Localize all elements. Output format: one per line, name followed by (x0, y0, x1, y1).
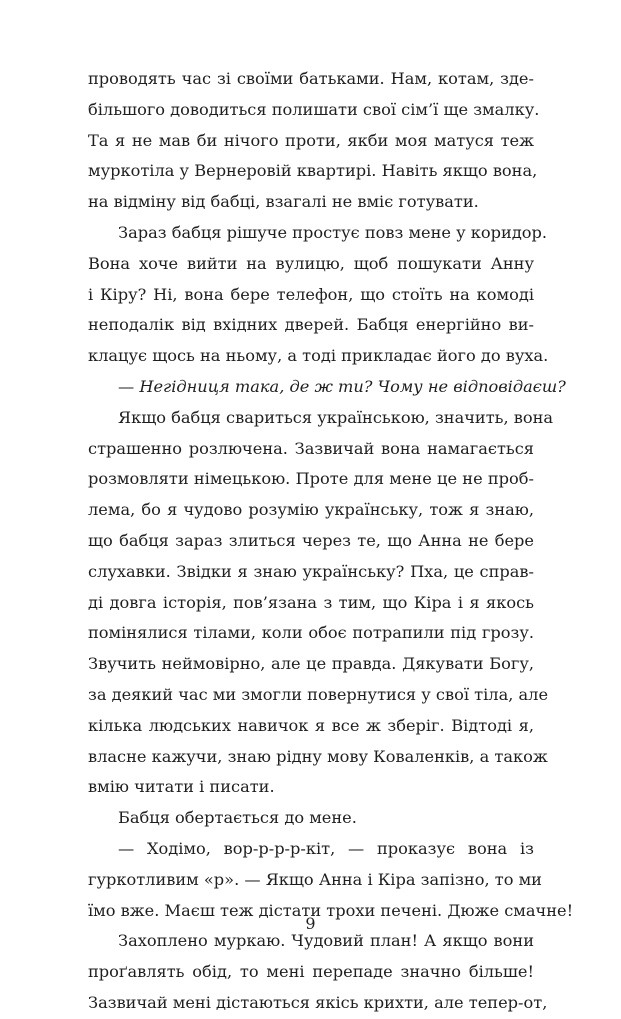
text-line: Зараз бабця рішуче простує повз мене у коридор. (118, 222, 548, 242)
text-line: Звучить неймовірно, але це правда. Дякувати Богу, (88, 654, 534, 674)
paragraph (88, 372, 566, 403)
text-line: муркотіла у Вернеровій квартирі. Навіть якщо вона, (88, 161, 538, 181)
text-line: неподалік від вхідних дверей. Бабця енергійно ви- (88, 315, 534, 335)
text-line: проґавлять обід, то мені перепаде значно більше! (88, 962, 534, 982)
text-line: страшенно розлючена. Зазвичай вона намагається (88, 438, 534, 458)
text-line: більшого доводиться полишати свої сім’ї ще змалку. (88, 99, 540, 119)
text-line: вмію читати і писати. (88, 777, 275, 797)
paragraph (88, 803, 534, 834)
paragraph (88, 403, 554, 803)
text-line: Та я не мав би нічого проти, якби моя матуся теж (88, 130, 534, 150)
text-line: їмо вже. Маєш теж дістати трохи печені. Дюже смачне! (88, 900, 574, 920)
text-line: Захоплено муркаю. Чудовий план! А якщо вони (118, 931, 534, 951)
paragraph (88, 834, 574, 926)
text-line: лема, бо я чудово розумію українську, тож я знаю, (88, 500, 534, 520)
text-line: Зазвичай мені дістаються якісь крихти, але тепер-от, (88, 992, 548, 1012)
text-line: проводять час зі своїми батьками. Нам, котам, зде- (88, 69, 534, 88)
text-line: помінялися тілами, коли обоє потрапили під грозу. (88, 623, 534, 643)
text-line: кілька людських навичок я все ж зберіг. Відтоді я, (88, 715, 534, 735)
text-line: — Ходімо, вор-р-р-р-кіт, — проказує вона із (118, 838, 534, 858)
text-line: — Негідниця така, де ж ти? Чому не відповідаєш? (118, 376, 566, 396)
paragraph (88, 64, 540, 218)
text-line: гуркотливим «р». — Якщо Анна і Кіра запізно, то ми (88, 869, 542, 889)
paragraph (88, 218, 549, 372)
text-line: на відміну від бабці, взагалі не вміє готувати. (88, 192, 479, 212)
text-line: за деякий час ми змогли повернутися у свої тіла, але (88, 684, 549, 704)
text-line: слухавки. Звідки я знаю українську? Пха, це справ- (88, 561, 534, 581)
text-line: і Кіру? Ні, вона бере телефон, що стоїть на комоді (88, 284, 534, 304)
text-line: ді довга історія, пов’язана з тим, що Кіра і я якось (88, 592, 534, 612)
text-line: Бабця обертається до мене. (118, 808, 357, 828)
text-line: клацує щось на ньому, а тоді прикладає його до вуха. (88, 346, 549, 366)
text-line: розмовляти німецькою. Проте для мене це не проб- (88, 469, 534, 489)
page-text (88, 64, 574, 1019)
text-line: що бабця зараз злиться через те, що Анна не бере (88, 530, 534, 550)
text-line: Якщо бабця свариться українською, значить, вона (118, 407, 554, 427)
paragraph (88, 926, 548, 1018)
text-line: власне кажучи, знаю рідну мову Коваленків, а також (88, 746, 548, 766)
text-line: Вона хоче вийти на вулицю, щоб пошукати Анну (88, 253, 534, 273)
page-number: 9 (305, 914, 316, 933)
